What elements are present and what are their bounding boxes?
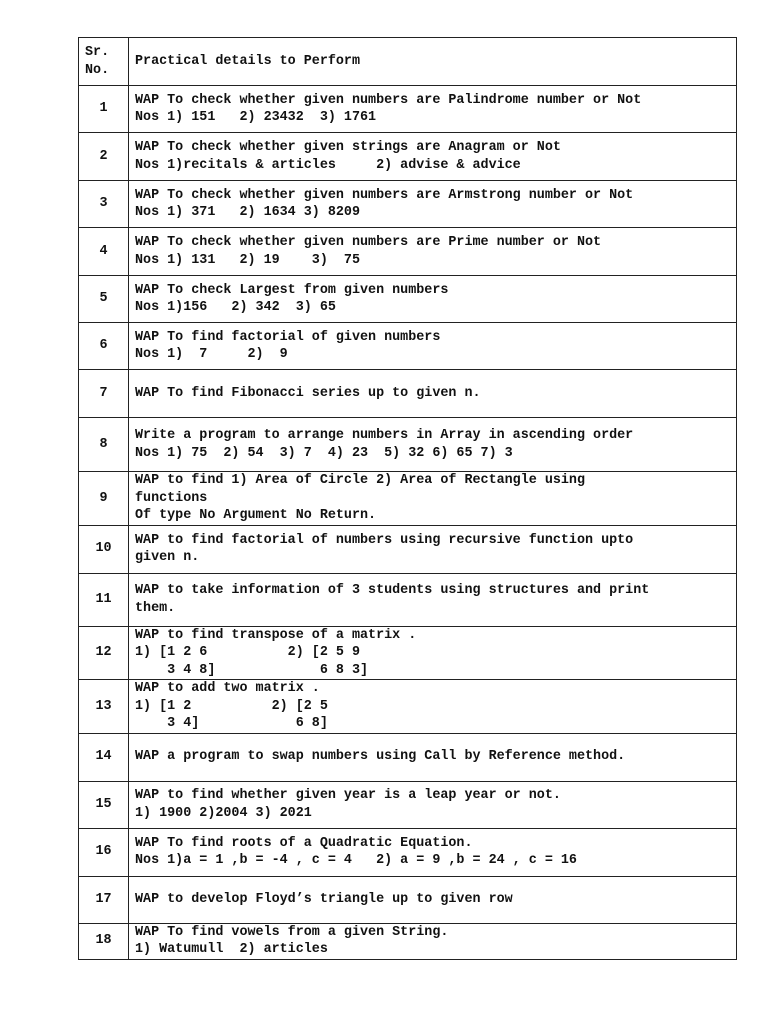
row-details	[129, 680, 737, 734]
row-details	[129, 626, 737, 680]
detail-line: WAP to find whether given year is a leap year or not.	[135, 788, 561, 803]
detail-line: Nos 1)recitals & articles 2) advise & advice	[135, 157, 521, 173]
row-details	[129, 86, 737, 133]
detail-line: 1) [1 2 6 2) [2 5 9	[135, 645, 360, 660]
detail-line: WAP To find roots of a Quadratic Equation.	[135, 835, 473, 851]
detail-line: WAP To check whether given numbers are Palindrome number or Not	[135, 92, 642, 108]
table-row	[79, 276, 737, 323]
detail-line: WAP To find vowels from a given String.	[135, 924, 449, 940]
row-details	[129, 923, 737, 959]
detail-line: 1) Watumull 2) articles	[135, 942, 328, 957]
detail-line: WAP To check whether given numbers are Armstrong number or Not	[135, 187, 634, 203]
row-details	[129, 418, 737, 472]
row-number: 6	[79, 323, 129, 370]
row-number: 5	[79, 276, 129, 323]
detail-line: WAP to take information of 3 students using structures and print	[135, 583, 650, 598]
row-number: 2	[79, 133, 129, 181]
row-details	[129, 828, 737, 876]
table-row	[79, 626, 737, 680]
row-details	[129, 525, 737, 573]
row-details	[129, 228, 737, 276]
row-number: 10	[79, 525, 129, 573]
row-details	[129, 323, 737, 370]
row-details	[129, 370, 737, 418]
row-number: 11	[79, 573, 129, 626]
header-sr-no	[79, 38, 129, 86]
detail-line: 1) [1 2 2) [2 5	[135, 698, 328, 714]
row-details	[129, 876, 737, 923]
row-number: 15	[79, 781, 129, 828]
table-row	[79, 418, 737, 472]
row-number: 18	[79, 923, 129, 959]
row-number: 9	[79, 472, 129, 526]
row-number: 3	[79, 181, 129, 228]
row-number: 14	[79, 733, 129, 781]
row-details	[129, 781, 737, 828]
detail-line: Nos 1) 371 2) 1634 3) 8209	[135, 205, 360, 220]
detail-line: given n.	[135, 550, 200, 565]
detail-line: them.	[135, 600, 176, 616]
table-row	[79, 228, 737, 276]
detail-line: WAP to find factorial of numbers using recursive function upto	[135, 532, 634, 548]
detail-line: Nos 1) 75 2) 54 3) 7 4) 23 5) 32 6) 65 7) 3	[135, 445, 513, 461]
table-row	[79, 323, 737, 370]
row-number: 8	[79, 418, 129, 472]
detail-line: Nos 1) 7 2) 9	[135, 347, 288, 362]
table-row	[79, 573, 737, 626]
table-row	[79, 876, 737, 923]
detail-line: WAP To check Largest from given numbers	[135, 282, 449, 298]
table-row	[79, 472, 737, 526]
row-details	[129, 133, 737, 181]
row-details	[129, 181, 737, 228]
detail-line: functions	[135, 490, 208, 506]
detail-line: Of type No Argument No Return.	[135, 508, 377, 523]
header-sr-label: Sr. No.	[85, 45, 110, 78]
detail-line: WAP To find factorial of given numbers	[135, 329, 441, 345]
row-number: 4	[79, 228, 129, 276]
detail-line: WAP To find Fibonacci series up to given n.	[135, 385, 481, 401]
detail-line: 3 4 8] 6 8 3]	[135, 662, 369, 678]
row-details	[129, 472, 737, 526]
detail-line: WAP To check whether given strings are Anagram or Not	[135, 140, 561, 155]
row-number: 1	[79, 86, 129, 133]
row-details	[129, 276, 737, 323]
table-row	[79, 133, 737, 181]
table-row	[79, 181, 737, 228]
detail-line: WAP to find transpose of a matrix .	[135, 627, 417, 643]
row-number: 12	[79, 626, 129, 680]
detail-line: 3 4] 6 8]	[135, 716, 328, 731]
table-row	[79, 781, 737, 828]
table-row	[79, 370, 737, 418]
detail-line: WAP To check whether given numbers are Prime number or Not	[135, 235, 602, 250]
row-number: 7	[79, 370, 129, 418]
detail-line: WAP to add two matrix .	[135, 681, 320, 696]
table-row	[79, 525, 737, 573]
detail-line: WAP to find 1) Area of Circle 2) Area of Rectangle using	[135, 473, 585, 488]
header-details: Practical details to Perform	[129, 38, 737, 86]
row-details	[129, 573, 737, 626]
detail-line: Nos 1)a = 1 ,b = -4 , c = 4 2) a = 9 ,b = 24 , c = 16	[135, 853, 577, 868]
row-number: 17	[79, 876, 129, 923]
detail-line: Write a program to arrange numbers in Array in ascending order	[135, 428, 634, 443]
header-row	[79, 38, 737, 86]
detail-line: WAP to develop Floyd’s triangle up to given row	[135, 891, 513, 907]
detail-line: WAP a program to swap numbers using Call by Reference method.	[135, 749, 626, 765]
detail-line: Nos 1) 131 2) 19 3) 75	[135, 252, 360, 268]
row-details	[129, 733, 737, 781]
row-number: 13	[79, 680, 129, 734]
row-number: 16	[79, 828, 129, 876]
table-row	[79, 923, 737, 959]
detail-line: Nos 1) 151 2) 23432 3) 1761	[135, 110, 377, 125]
table-row	[79, 86, 737, 133]
table-row	[79, 733, 737, 781]
table-row	[79, 680, 737, 734]
table-row	[79, 828, 737, 876]
detail-line: 1) 1900 2)2004 3) 2021	[135, 805, 312, 821]
detail-line: Nos 1)156 2) 342 3) 65	[135, 300, 336, 315]
practicals-table	[78, 37, 737, 960]
